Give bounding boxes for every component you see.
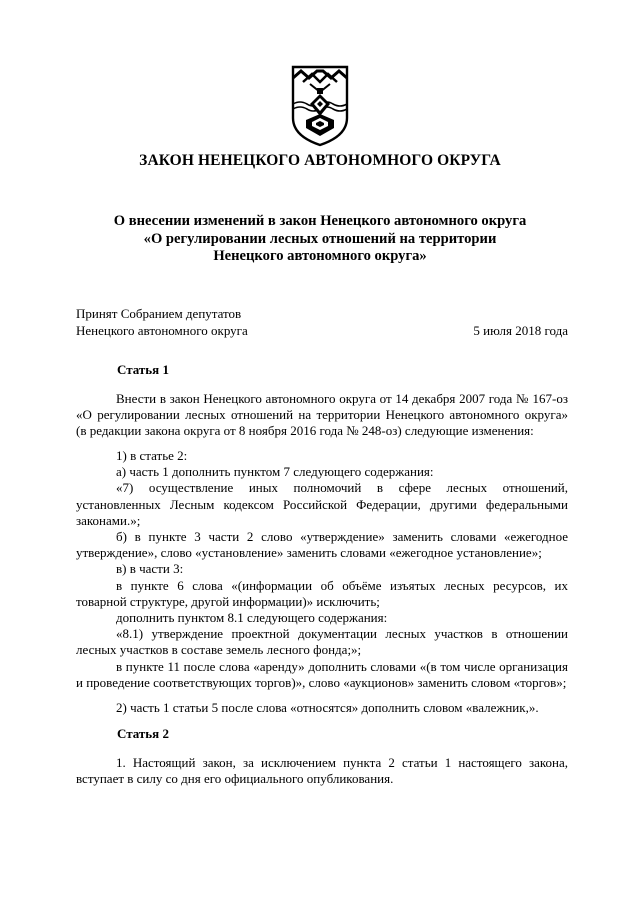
item-1a-text: «7) осуществление иных полномочий в сфере лесных отношений, установленных Лесным кодексом Российской Федерации, другими федеральными законами.»; — [76, 480, 568, 528]
article-2-text: 1. Настоящий закон, за исключением пункта 2 статьи 1 настоящего закона, вступает в силу со дня его официального опубликования. — [76, 755, 568, 787]
item-1c-p6: в пункте 6 слова «(информации об объёме изъятых лесных ресурсов, их товарной структуре, другой информации)» исключить; — [76, 577, 568, 609]
intro-line-2: «О регулировании лесных отношений на территории Ненецкого автономного округа» — [76, 407, 568, 423]
item-2: 2) часть 1 статьи 5 после слова «относятся» дополнить словом «валежник,». — [116, 700, 539, 716]
law-subject — [0, 213, 640, 266]
subject-line: Ненецкого автономного округа» — [213, 248, 427, 264]
item-1a: а) часть 1 дополнить пунктом 7 следующего содержания: — [116, 464, 434, 480]
item-1c-p11: в пункте 11 после слова «аренду» дополнить словами «(в том числе организация и проведение соответствующих торгов)», слово «аукционов» заменить словом «торгов»; — [76, 658, 568, 690]
article-2-heading: Статья 2 — [117, 726, 169, 741]
subject-line: О внесении изменений в закон Ненецкого автономного округа — [113, 213, 527, 229]
item-1c: в) в части 3: — [116, 561, 184, 577]
article-1-intro — [76, 391, 568, 440]
article-1-heading: Статья 1 — [117, 362, 169, 377]
item-1: 1) в статье 2: — [116, 448, 188, 463]
adoption-date: 5 июля 2018 года — [473, 323, 568, 338]
adoption-line-1: Принят Собранием депутатов — [76, 306, 242, 321]
adoption-info — [76, 305, 568, 339]
subject-line: «О регулировании лесных отношений на территории — [143, 230, 497, 247]
intro-line-3: (в редакции закона округа от 8 ноября 2016 года № 248-оз) следующие изменения: — [76, 423, 534, 439]
intro-line-1: Внести в закон Ненецкого автономного округа от 14 декабря 2007 года № 167-оз — [116, 391, 568, 406]
item-1c-8-1: «8.1) утверждение проектной документации лесных участков в отношении лесных участков в составе земель лесного фонда;»; — [76, 626, 568, 658]
article-1-items — [76, 448, 568, 716]
article-2-body — [76, 755, 568, 787]
adoption-line-2: Ненецкого автономного округа — [76, 323, 248, 338]
coat-of-arms-emblem — [290, 64, 350, 148]
law-title: ЗАКОН НЕНЕЦКОГО АВТОНОМНОГО ОКРУГА — [139, 152, 501, 169]
item-1c-add: дополнить пунктом 8.1 следующего содержания: — [116, 610, 388, 626]
item-1b: б) в пункте 3 части 2 слово «утверждение» заменить словами «ежегодное утверждение», слово «установление» заменить словами «ежегодное установление»; — [76, 529, 568, 561]
